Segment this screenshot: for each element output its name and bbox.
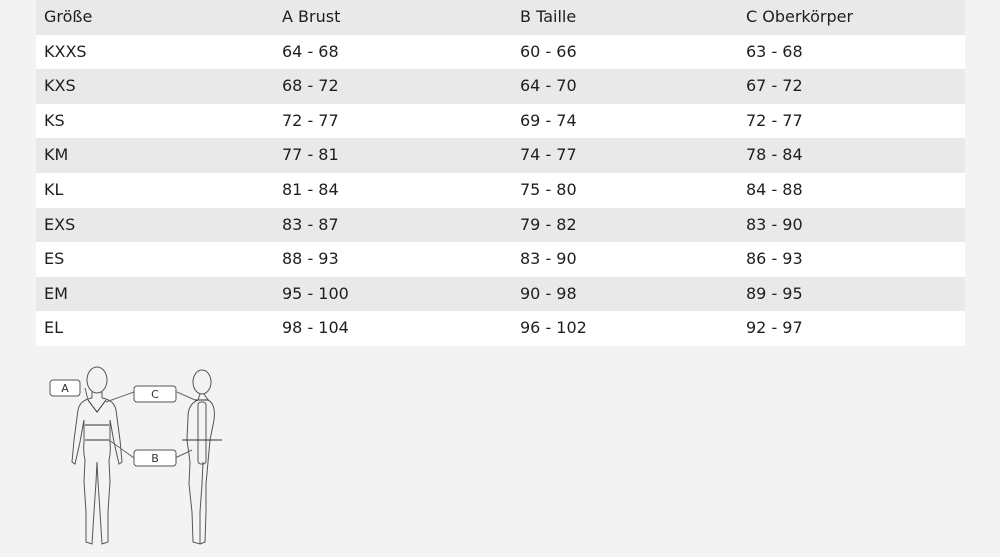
table-row bbox=[36, 208, 965, 243]
table-row bbox=[36, 242, 965, 277]
tag-c bbox=[134, 386, 176, 402]
table-row bbox=[36, 173, 965, 208]
header-size: Größe bbox=[44, 7, 93, 26]
cell-chest: 95 - 100 bbox=[282, 283, 349, 303]
size-chart-table bbox=[36, 0, 965, 346]
cell-waist: 90 - 98 bbox=[520, 283, 577, 303]
tag-a bbox=[50, 380, 80, 396]
header-torso: C Oberkörper bbox=[746, 7, 854, 26]
cell-size: EXS bbox=[44, 214, 76, 234]
cell-size: KS bbox=[44, 110, 65, 130]
tag-b bbox=[134, 450, 176, 466]
table-header-row bbox=[36, 0, 965, 35]
cell-chest: 88 - 93 bbox=[282, 249, 339, 269]
table-row bbox=[36, 104, 965, 139]
cell-size: KXS bbox=[44, 76, 76, 96]
table-row bbox=[36, 277, 965, 312]
cell-chest: 72 - 77 bbox=[282, 110, 339, 130]
cell-torso: 78 - 84 bbox=[746, 145, 803, 165]
cell-size: ES bbox=[44, 249, 65, 269]
cell-chest: 77 - 81 bbox=[282, 145, 339, 165]
cell-waist: 75 - 80 bbox=[520, 179, 577, 199]
header-chest: A Brust bbox=[282, 7, 341, 26]
cell-size: KL bbox=[44, 179, 64, 199]
cell-chest: 68 - 72 bbox=[282, 76, 339, 96]
cell-waist: 60 - 66 bbox=[520, 41, 577, 61]
cell-torso: 86 - 93 bbox=[746, 249, 803, 269]
cell-waist: 96 - 102 bbox=[520, 318, 587, 338]
svg-text:B: B bbox=[151, 452, 159, 465]
cell-chest: 64 - 68 bbox=[282, 41, 339, 61]
cell-chest: 98 - 104 bbox=[282, 318, 349, 338]
cell-torso: 63 - 68 bbox=[746, 41, 803, 61]
table-row bbox=[36, 138, 965, 173]
body-measurement-diagram bbox=[40, 362, 240, 557]
header-waist: B Taille bbox=[520, 7, 577, 26]
cell-size: EM bbox=[44, 283, 68, 303]
cell-waist: 83 - 90 bbox=[520, 249, 577, 269]
cell-waist: 79 - 82 bbox=[520, 214, 577, 234]
cell-torso: 83 - 90 bbox=[746, 214, 803, 234]
cell-torso: 67 - 72 bbox=[746, 76, 803, 96]
table-body bbox=[36, 35, 965, 346]
cell-torso: 92 - 97 bbox=[746, 318, 803, 338]
cell-torso: 89 - 95 bbox=[746, 283, 803, 303]
cell-chest: 83 - 87 bbox=[282, 214, 339, 234]
cell-chest: 81 - 84 bbox=[282, 179, 339, 199]
table-row bbox=[36, 311, 965, 346]
cell-torso: 72 - 77 bbox=[746, 110, 803, 130]
cell-size: KXXS bbox=[44, 41, 87, 61]
svg-text:C: C bbox=[151, 388, 159, 401]
cell-torso: 84 - 88 bbox=[746, 179, 803, 199]
table-row bbox=[36, 69, 965, 104]
body-figure-illustration bbox=[40, 362, 240, 557]
cell-size: KM bbox=[44, 145, 69, 165]
cell-waist: 64 - 70 bbox=[520, 76, 577, 96]
table-row bbox=[36, 35, 965, 70]
svg-text:A: A bbox=[61, 382, 69, 395]
cell-size: EL bbox=[44, 318, 64, 338]
cell-waist: 74 - 77 bbox=[520, 145, 577, 165]
cell-waist: 69 - 74 bbox=[520, 110, 577, 130]
